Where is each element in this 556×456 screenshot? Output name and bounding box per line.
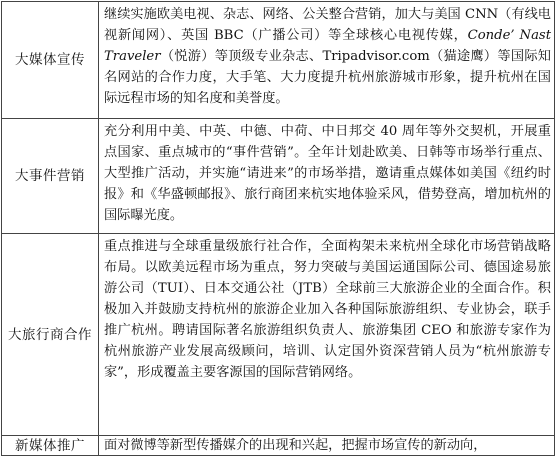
row-description: 重点推进与全球重量级旅行社合作，全面构架未来杭州全球化市场营销战略布局。以欧美远程市场为重点，努力突破与美国运通国际公司、德国途易旅游公司（TUI）、日本交通公社（JTB）全球前三大旅游企业的全面合作。积极加入并鼓励支持杭州的旅游企业加入各种国际旅游组织、专业协会，联手推广杭州。聘请国际著名旅游组织负责人、旅游集团 CEO 和旅游专家作为杭州旅游产业发展高级顾问，培训、认定国外资深营销人员为“杭州旅游专家”，形成覆盖主要客源国的国际营销网络。 (99, 234, 555, 436)
row-label: 大媒体宣传 (2, 2, 99, 119)
magazine-title: Conde’ Nast Traveler (104, 28, 551, 64)
table-row (2, 436, 555, 456)
description-text: （悦游）等顶级专业杂志、Tripadvisor.com（猫途鹰）等国际知名网站的合作力度，大手笔、大力度提升杭州旅游城市形象，提升杭州在国际远程市场的知名度和美誉度。 (104, 49, 551, 106)
table-row (2, 234, 555, 436)
row-description: 充分利用中美、中英、中德、中荷、中日邦交 40 周年等外交契机，开展重点国家、重点城市的“事件营销”。全年计划赴欧美、日韩等市场举行重点、大型推广活动，并实施“请进来”的市场举措，邀请重点媒体如美国《纽约时报》和《华盛顿邮报》、旅行商团来杭实地体验采风，借势登高，增加杭州的国际曝光度。 (99, 119, 555, 234)
row-label: 大事件营销 (2, 119, 99, 234)
row-description: 面对微博等新型传播媒介的出现和兴起，把握市场宣传的新动向， (99, 436, 555, 456)
table-row (2, 2, 555, 119)
row-label: 大旅行商合作 (2, 234, 99, 436)
strategy-table (1, 1, 555, 456)
row-label: 新媒体推广 (2, 436, 99, 456)
description-text: 继续实施欧美电视、杂志、网络、公关整合营销，加大与美国 CNN（有线电视新闻网）、英国 BBC（广播公司）等全球核心电视传媒， (104, 7, 551, 43)
row-description (99, 2, 555, 119)
table-row (2, 119, 555, 234)
